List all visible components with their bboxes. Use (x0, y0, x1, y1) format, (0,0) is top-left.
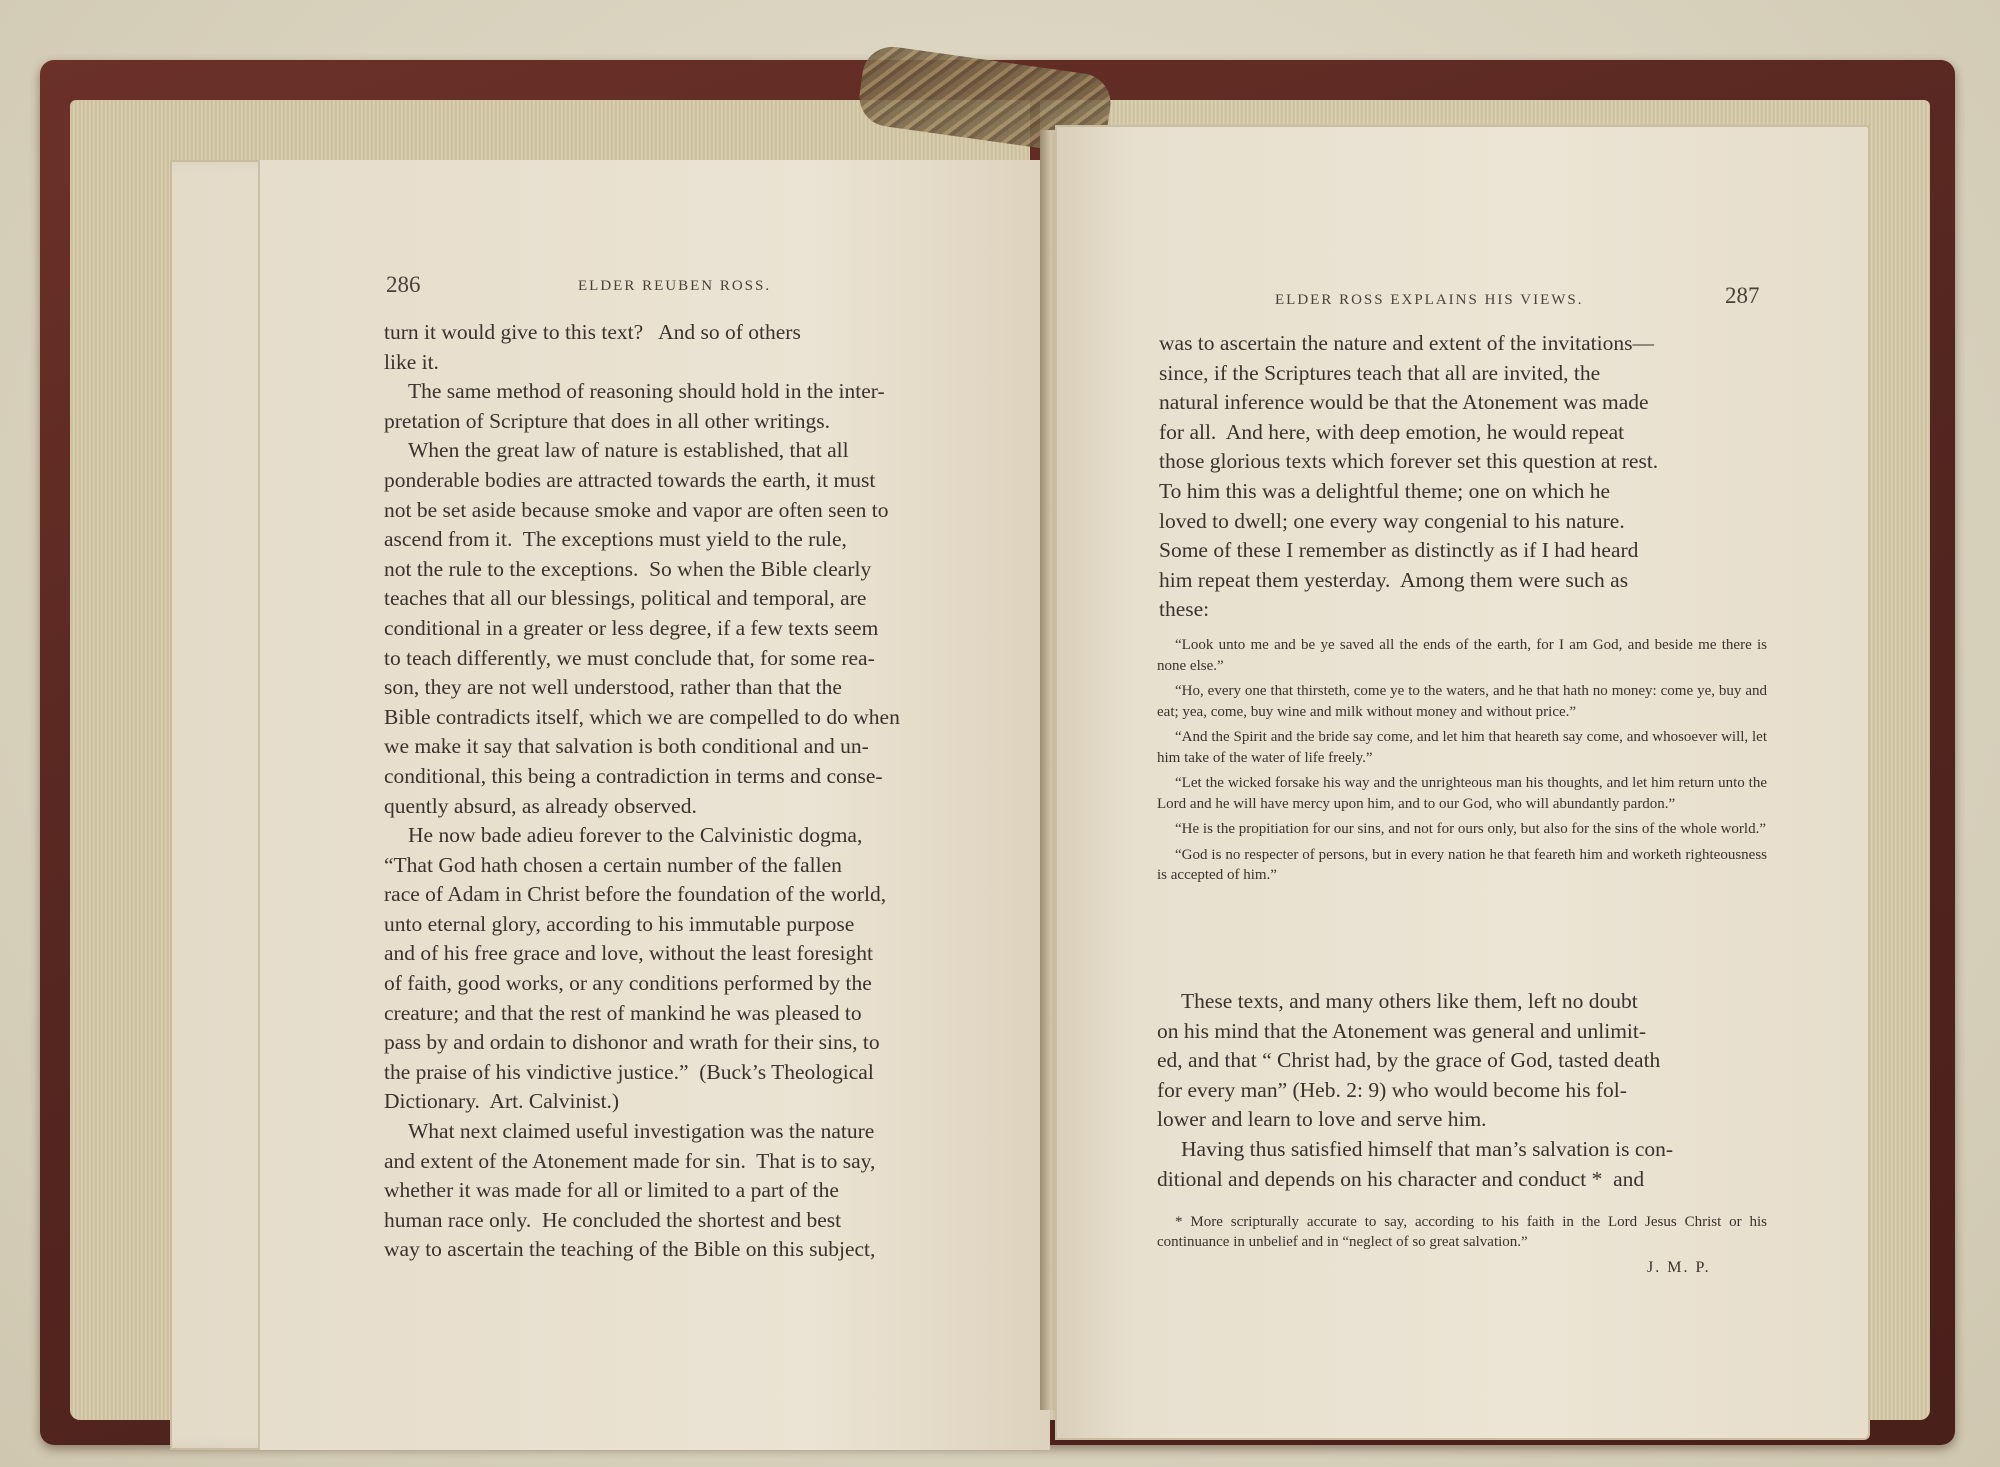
footnote-text: * More scripturally accurate to say, according to his faith in the Lord Jesus Christ or his continuance in unbelief and in “neglect of so great salvation.” (1157, 1214, 1767, 1250)
text-line: him repeat them yesterday. Among them were such as (1159, 567, 1629, 592)
scripture-quote: “Let the wicked forsake his way and the unrighteous man his thoughts, and let him return unto the Lord and he will have mercy upon him, and to our God, who will abundantly pardon.” (1157, 775, 1767, 812)
text-line: ditional and depends on his character and conduct * and (1157, 1166, 1645, 1191)
footnote (1157, 1212, 1767, 1252)
text-line: of faith, good works, or any conditions performed by the (384, 971, 872, 996)
text-line: conditional in a greater or less degree, if a few texts seem (384, 615, 879, 640)
scripture-quote: “He is the propitiation for our sins, and not for ours only, but also for the sins of the whole world.” (1175, 821, 1767, 837)
text-line: teaches that all our blessings, political and temporal, are (384, 586, 867, 611)
left-running-head: ELDER REUBEN ROSS. (578, 278, 772, 294)
text-line: unto eternal glory, according to his immutable purpose (384, 911, 855, 936)
text-line: turn it would give to this text? And so of others (384, 320, 801, 344)
text-line: loved to dwell; one every way congenial to his nature. (1159, 508, 1625, 533)
scripture-quote: “Ho, every one that thirsteth, come ye to the waters, and he that hath no money: come ye, buy and eat; yea, come, buy wine and milk without money and without price.” (1157, 683, 1767, 720)
text-line: to teach differently, we must conclude that, for some rea- (384, 645, 875, 670)
left-page-number: 286 (386, 272, 421, 297)
text-line: To him this was a delightful theme; one on which he (1159, 478, 1611, 503)
text-line: The same method of reasoning should hold in the inter- (408, 379, 885, 404)
text-line: human race only. He concluded the shortest and best (384, 1207, 842, 1232)
text-line: pretation of Scripture that does in all other writings. (384, 408, 831, 433)
scripture-quote: “Look unto me and be ye saved all the ends of the earth, for I am God, and beside me there is none else.” (1157, 637, 1767, 674)
text-line: these: (1159, 597, 1210, 622)
text-line: ponderable bodies are attracted towards the earth, it must (384, 467, 876, 492)
text-line: for all. And here, with deep emotion, he would repeat (1159, 419, 1625, 444)
text-line: Having thus satisfied himself that man’s salvation is con- (1181, 1136, 1674, 1161)
text-line: pass by and ordain to dishonor and wrath for their sins, to (384, 1030, 880, 1055)
text-line: “That God hath chosen a certain number of the fallen (384, 852, 842, 877)
text-line: and of his free grace and love, without the least foresight (384, 941, 873, 966)
text-line: whether it was made for all or limited to a part of the (384, 1178, 839, 1203)
right-body-text-continued (1157, 987, 1769, 1194)
right-body-text (1159, 329, 1765, 625)
text-line: conditional, this being a contradiction in terms and conse- (384, 763, 883, 788)
text-line: Dictionary. Art. Calvinist.) (384, 1089, 620, 1114)
text-line: Some of these I remember as distinctly as if I had heard (1159, 538, 1639, 563)
text-line: we make it say that salvation is both conditional and un- (384, 734, 869, 759)
scripture-quote: “And the Spirit and the bride say come, and let him that heareth say come, and whosoever will, let him take of the water of life freely.” (1157, 729, 1767, 766)
text-line: the praise of his vindictive justice.” (Buck’s Theological (384, 1059, 874, 1084)
text-line: since, if the Scriptures teach that all are invited, the (1159, 360, 1601, 385)
text-line: He now bade adieu forever to the Calvinistic dogma, (408, 823, 863, 848)
right-page (1055, 125, 1870, 1440)
text-line: These texts, and many others like them, left no doubt (1181, 989, 1638, 1013)
text-line: was to ascertain the nature and extent of the invitations— (1159, 331, 1654, 355)
text-line: ascend from it. The exceptions must yield to the rule, (384, 527, 847, 552)
text-line: and extent of the Atonement made for sin. That is to say, (384, 1148, 876, 1173)
text-line: When the great law of nature is established, that all (408, 438, 849, 463)
text-line: What next claimed useful investigation was the nature (408, 1119, 875, 1144)
text-line: quently absurd, as already observed. (384, 793, 697, 818)
text-line: lower and learn to love and serve him. (1157, 1107, 1487, 1132)
text-line: those glorious texts which forever set this question at rest. (1159, 449, 1659, 474)
text-line: creature; and that the rest of mankind he was pleased to (384, 1000, 862, 1025)
right-page-number: 287 (1725, 283, 1760, 308)
footnote-signature: J. M. P. (1647, 1259, 1711, 1276)
text-line: son, they are not well understood, rather than that the (384, 675, 842, 700)
text-line: for every man” (Heb. 2: 9) who would become his fol- (1157, 1077, 1627, 1102)
text-line: Bible contradicts itself, which we are compelled to do when (384, 704, 900, 729)
quoted-scripture-block (1157, 635, 1767, 891)
text-line: way to ascertain the teaching of the Bible on this subject, (384, 1237, 876, 1262)
text-line: not be set aside because smoke and vapor are often seen to (384, 497, 889, 522)
text-line: like it. (384, 349, 439, 374)
left-page (258, 160, 1050, 1450)
scripture-quote: “God is no respecter of persons, but in every nation he that feareth him and worketh righteousness is accepted of him.” (1157, 846, 1767, 883)
text-line: race of Adam in Christ before the foundation of the world, (384, 882, 887, 907)
text-line: ed, and that “ Christ had, by the grace of God, tasted death (1157, 1048, 1661, 1073)
left-body-text (384, 318, 1002, 1265)
text-line: on his mind that the Atonement was general and unlimit- (1157, 1018, 1647, 1043)
text-line: not the rule to the exceptions. So when the Bible clearly (384, 556, 872, 581)
text-line: natural inference would be that the Atonement was made (1159, 390, 1649, 415)
right-running-head: ELDER ROSS EXPLAINS HIS VIEWS. (1275, 292, 1584, 308)
